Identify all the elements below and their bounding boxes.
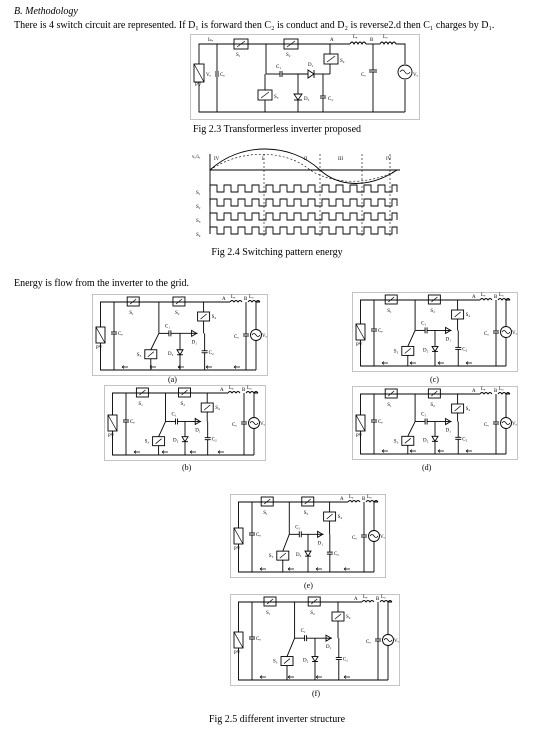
node-b-label: B [494,295,498,300]
subfig-f-label: (f) [312,689,320,698]
lf-label: Lₑ [349,495,354,500]
c1-label: C₁ [164,324,170,330]
d2-diode-icon [177,350,183,355]
s3-label: S₃ [274,95,279,100]
pulse-train-2 [210,213,397,220]
cf-label: Cₒ [352,536,357,541]
lf-inductor-icon [350,42,366,44]
current-arrow-icon [438,450,444,453]
region-label-2: II [304,157,308,162]
d1-label: D₁ [191,340,197,346]
s1-label: S₁ [129,311,134,316]
current-arrow-icon [190,451,196,454]
current-arrow-icon [150,366,156,369]
lf-label: Lₑ [481,387,486,392]
channel-label-2: S₃ [196,219,201,224]
subfig-d-label: (d) [422,463,432,472]
region-label-4: IV [386,157,392,162]
vg-label: Vₒ [380,535,386,540]
s4-label: S₄ [340,59,345,64]
node-b-label: B [370,38,374,43]
c1-label: C₁ [421,412,427,418]
node-a-label: A [340,497,344,502]
current-arrow-icon [438,362,444,365]
subfig-a-label: (a) [168,375,177,384]
subfig-f-circuit [230,594,400,686]
node-a-label: A [472,295,476,300]
cf-label: Cₒ [484,332,489,337]
node-a-label: A [222,297,226,302]
cdc-label: Cₑ [378,420,383,425]
lg-inductor-icon [380,42,396,44]
current-arrow-icon [382,450,388,453]
subfig-e-label-box [230,578,386,590]
cdc-label: Cₑ [220,73,225,78]
current-arrow-icon [288,568,294,571]
fig24-caption: Fig 2.4 Switching pattern energy [211,247,343,258]
d1-label: D₁ [308,63,314,68]
pulse-train-0 [210,185,397,192]
d2-diode-icon [312,657,318,662]
d2-label: D₂ [304,97,310,102]
s4-label: S₄ [211,315,217,320]
lf-label: Lₑ [229,386,234,391]
lf-inductor-icon [362,601,374,603]
subfig-b-label: (b) [182,463,192,472]
flow-paragraph: Energy is flow from the inverter to the grid. [14,278,190,289]
current-arrow-icon [288,676,294,679]
s4-label: S₄ [346,615,351,620]
lf-inductor-icon [480,393,492,395]
lf-label: Lₑ [231,295,236,300]
current-arrow-icon [234,366,240,369]
d2-diode-icon [182,437,188,442]
vg-label: Vₒ [394,639,400,644]
lf-inductor-icon [230,301,242,303]
node-a-label: A [330,38,334,43]
current-arrow-icon [466,450,472,453]
waveform-y-label: vₒ/iₒ [192,155,201,160]
s3-label: S₃ [273,659,278,665]
s3-label: S₃ [393,349,399,355]
ipv-label: Iₚᵥ [208,38,214,43]
cdc-label: Cₑ [130,420,135,425]
cdc-label: Cₑ [378,329,383,334]
pv-label: PV [195,83,202,88]
current-arrow-icon [218,451,224,454]
node-a-label: A [354,597,358,602]
d1-diode-icon [308,70,314,78]
s4-label: S₄ [465,313,471,318]
switching-pulse-rows [210,185,397,234]
lg-label: Lₒ [381,595,386,600]
d2-diode-icon [432,346,438,351]
s2-label: S₂ [430,309,435,314]
grid-voltage-curve [210,149,397,184]
lf-label: Lₑ [353,35,358,40]
subfig-f-label-box [230,686,400,698]
s4-label: S₄ [215,406,220,411]
node-a-label: A [472,389,476,394]
s4-label: S₄ [337,515,343,520]
subfig-d-circuit [352,386,518,460]
region-label-1: I [262,157,264,162]
s3-label: S₃ [393,439,399,445]
lg-label: Lₒ [499,293,504,298]
d2-label: D₂ [423,348,429,354]
s1-label: S₁ [236,53,241,58]
fig25-caption: Fig 2.5 different inverter structure [208,714,346,725]
current-arrow-icon [410,362,416,365]
cf-label: Cₒ [232,423,237,428]
s1-label: S₁ [138,402,143,407]
current-arrow-icon [134,451,140,454]
cf-label: Cₒ [361,73,366,78]
fig23-caption: Fig 2.3 Transformerless inverter proposed [192,124,362,135]
s2-label: S₂ [286,53,291,58]
d2-label: D₂ [303,658,309,664]
cf-label: Cₒ [234,335,239,340]
s2-label: S₂ [430,403,435,408]
d2-diode-icon [305,551,311,556]
current-arrow-icon [344,568,350,571]
d2-label: D₂ [173,438,179,444]
pv-label: PV [234,651,241,656]
subfig-d-label-box [352,460,518,472]
c2-label: C₂ [328,97,334,102]
vg-label: Vₒ [413,73,419,78]
region-label-3: III [338,157,343,162]
lf-label: Lₑ [481,293,486,298]
lg-label: Lₒ [367,495,372,500]
c1-label: C₁ [300,629,306,635]
d2-label: D₂ [168,351,174,357]
lg-label: Lₒ [499,387,504,392]
d1-label: D₁ [326,645,332,651]
current-arrow-icon [178,366,184,369]
pv-label: PV [96,346,103,351]
s4-label: S₄ [465,407,471,412]
c1-label: C₁ [295,525,301,531]
current-arrow-icon [162,451,168,454]
s2-label: S₂ [303,511,309,516]
vg-label: Vₒ [512,422,518,427]
intro-paragraph: There is 4 switch circuit are represented. If D₁ is forward then C₂ is conduct and D₂ is reverse2.d then C₁ charges by D₁. [14,20,495,31]
section-heading: B. Methodology [14,6,78,17]
s1-label: S₁ [266,611,271,616]
subfig-b-circuit [104,385,266,461]
current-arrow-icon [316,568,322,571]
pulse-train-3 [210,227,397,234]
d2-label: D₂ [423,438,429,444]
lf-label: Lₑ [363,595,368,600]
current-arrow-icon [122,366,128,369]
fig23-circuit [190,34,420,120]
node-b-label: B [362,497,366,502]
s1-label: S₁ [387,403,392,408]
d1-label: D₁ [195,428,201,434]
channel-label-3: S₄ [196,233,201,238]
c2-label: C₂ [211,437,217,443]
node-a-label: A [220,388,224,393]
node-b-label: B [242,388,246,393]
node-b-label: B [494,389,498,394]
cdc-label: Cₑ [118,332,123,337]
s2-label: S₂ [174,311,180,316]
current-arrow-icon [382,362,388,365]
s2-label: S₂ [180,402,186,407]
vg-label: Vₒ [262,334,268,339]
subfig-a-label-box [92,372,268,384]
subfig-e-circuit [230,494,386,578]
d1-label: D₁ [445,337,451,343]
s3-label: S₃ [136,352,142,358]
current-arrow-icon [260,676,266,679]
c1-label: C₁ [421,321,427,327]
s3-label: S₃ [268,554,274,560]
lf-inductor-icon [480,299,492,301]
region-label-0: IV [214,157,220,162]
fig24-waveform [192,148,404,240]
fig23-frame [191,35,420,120]
current-arrow-icon [410,450,416,453]
pv-label: PV [356,434,363,439]
current-arrow-icon [316,676,322,679]
lg-label: Lₒ [383,35,388,40]
c2-label: C₂ [462,437,468,443]
vg-label: Vₒ [260,422,266,427]
cdc-label: Cₑ [256,533,261,538]
s2-label: S₂ [310,611,315,616]
s1-label: S₁ [387,309,392,314]
subfig-e-label: (e) [304,581,313,590]
d1-label: D₁ [317,541,323,547]
lf-inductor-icon [348,501,360,503]
c1-label: C₁ [276,65,282,70]
c1-label: C₁ [171,412,177,418]
subfig-c-circuit [352,292,518,372]
current-arrow-icon [344,676,350,679]
s3-label: S₃ [144,439,150,445]
c2-label: C₂ [462,347,468,353]
channel-label-1: S₂ [196,205,201,210]
c2-label: C₂ [208,350,214,356]
lg-label: Lₒ [247,386,252,391]
lf-inductor-icon [228,392,240,394]
s1-label: S₁ [263,511,268,516]
cf-label: Cₒ [366,640,371,645]
d2-label: D₂ [296,553,302,559]
vdc-label: Vₑ [206,73,211,78]
subfig-c-label-box [352,372,518,384]
node-b-label: B [376,597,380,602]
vg-label: Vₒ [512,331,518,336]
d1-label: D₁ [445,428,451,434]
subfig-b-label-box [104,460,266,472]
cdc-label: Cₑ [256,637,261,642]
subfig-a-circuit [92,294,268,376]
pv-label: PV [234,547,241,552]
lg-label: Lₒ [249,295,254,300]
channel-label-0: S₁ [196,191,201,196]
current-arrow-icon [206,366,212,369]
c2-label: C₂ [333,552,339,558]
node-b-label: B [244,297,248,302]
pv-label: PV [108,434,115,439]
current-arrow-icon [260,568,266,571]
pulse-train-1 [210,199,397,206]
d2-diode-icon [432,436,438,441]
c2-label: C₂ [342,657,348,663]
pv-label: PV [356,343,363,348]
d2-diode-icon [294,94,302,100]
current-arrow-icon [466,362,472,365]
subfig-c-label: (c) [430,375,439,384]
cf-label: Cₒ [484,423,489,428]
